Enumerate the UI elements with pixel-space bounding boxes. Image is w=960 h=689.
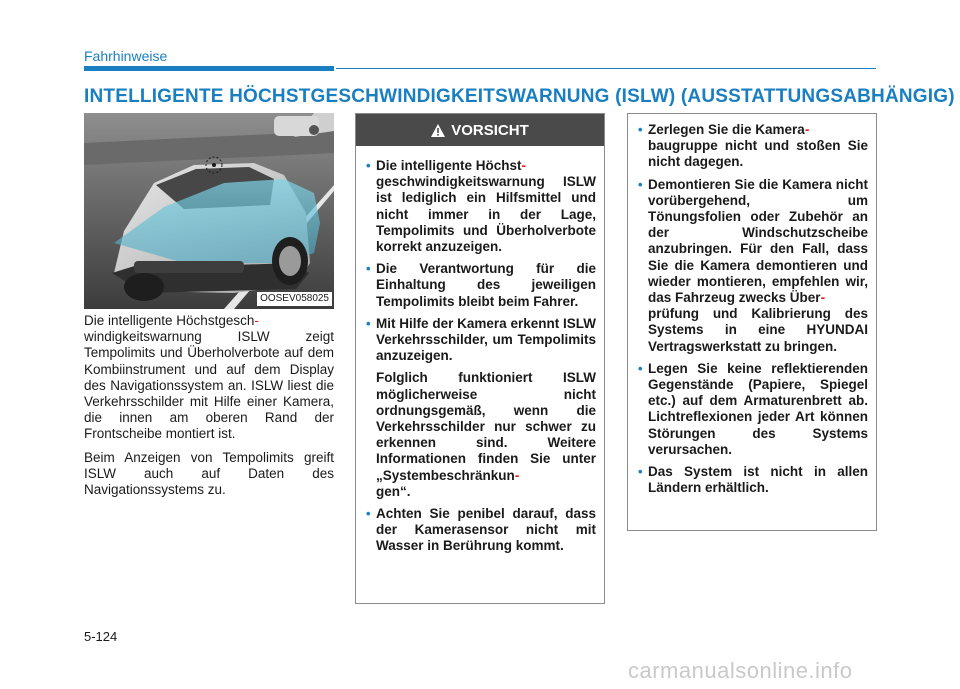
- intro-text: [84, 313, 334, 505]
- header-rule-thick: [84, 66, 334, 71]
- caution-item: • Das System ist nicht in allen Ländern erhältlich.: [638, 464, 868, 496]
- car-camera-figure: [84, 113, 334, 309]
- caution-item-continuation: Folglich funktioniert ISLW möglicherweise nicht ordnungsgemäß, wenn die Verkehrsschilder nur schwer zu erkennen sind. Weitere Informationen finden Sie unter „Systembeschränkun- gen“.: [376, 370, 596, 499]
- caution-title: VORSICHT: [451, 121, 529, 139]
- caution-item: • Zerlegen Sie die Kamera- baugruppe nicht und stoßen Sie nicht dagegen.: [638, 122, 868, 170]
- page-title: INTELLIGENTE HÖCHSTGESCHWINDIGKEITSWARNUNG (ISLW) (AUSSTATTUNGSABHÄNGIG): [84, 86, 955, 107]
- caution-item: • Mit Hilfe der Kamera erkennt ISLW Verkehrsschilder, um Tempolimits anzuzeigen. Folglich funktioniert ISLW möglicherweise nicht ordnungsgemäß, wenn die Verkehrsschilder nur schwer zu erkennen sind. Weitere Informationen finden Sie unter „Systembeschränkun- gen“.: [366, 315, 596, 499]
- caution-item: • Legen Sie keine reflektierenden Gegenstände (Papiere, Spiegel etc.) auf dem Armaturenbrett ab. Lichtreflexionen jeder Art können Störungen des Systems verursachen.: [638, 360, 868, 457]
- page-number: 5-124: [84, 629, 118, 644]
- warning-triangle-icon: [431, 124, 445, 137]
- caution-item: • Achten Sie penibel darauf, dass der Kamerasensor nicht mit Wasser in Berührung kommt.: [366, 506, 596, 554]
- header-rule-thin: [336, 68, 876, 69]
- caution-box: [355, 113, 605, 604]
- caution-header: [356, 114, 604, 146]
- caution-item: • Die intelligente Höchst- geschwindigkeitswarnung ISLW ist lediglich ein Hilfsmittel und nicht immer in der Lage, Tempolimits und Überholverbote korrekt anzuzeigen.: [366, 158, 596, 255]
- figure-code: OOSEV058025: [257, 292, 332, 306]
- intro-paragraph: Die intelligente Höchstgesch- windigkeitswarnung ISLW zeigt Tempolimits und Überholverbote auf dem Kombiinstrument und auf dem Display des Navigationssystem an. ISLW liest die Verkehrsschilder mit Hilfe einer Kamera, die innen am oberen Rand der Frontscheibe montiert ist.: [84, 313, 334, 442]
- navigation-paragraph: Beim Anzeigen von Tempolimits greift ISLW auch auf Daten des Navigationssystems zu.: [84, 449, 334, 498]
- caution-box-continued: [627, 113, 877, 531]
- caution-item: • Die Verantwortung für die Einhaltung des jeweiligen Tempolimits bleibt beim Fahrer.: [366, 261, 596, 309]
- caution-item: • Demontieren Sie die Kamera nicht vorübergehend, um Tönungsfolien oder Zubehör an der Windschutzscheibe anzubringen. Für den Fall, dass Sie die Kamera demontieren und wieder montieren, empfehlen wir, das Fahrzeug zwecks Über- prüfung und Kalibrierung des Systems in eine HYUNDAI Vertragswerkstatt zu bringen.: [638, 176, 868, 354]
- section-label: Fahrhinweise: [84, 48, 168, 64]
- caution-list: [356, 146, 604, 555]
- car-illustration: [84, 113, 334, 309]
- caution-list-continued: [628, 114, 876, 496]
- watermark: carmanualsonline.info: [628, 658, 853, 683]
